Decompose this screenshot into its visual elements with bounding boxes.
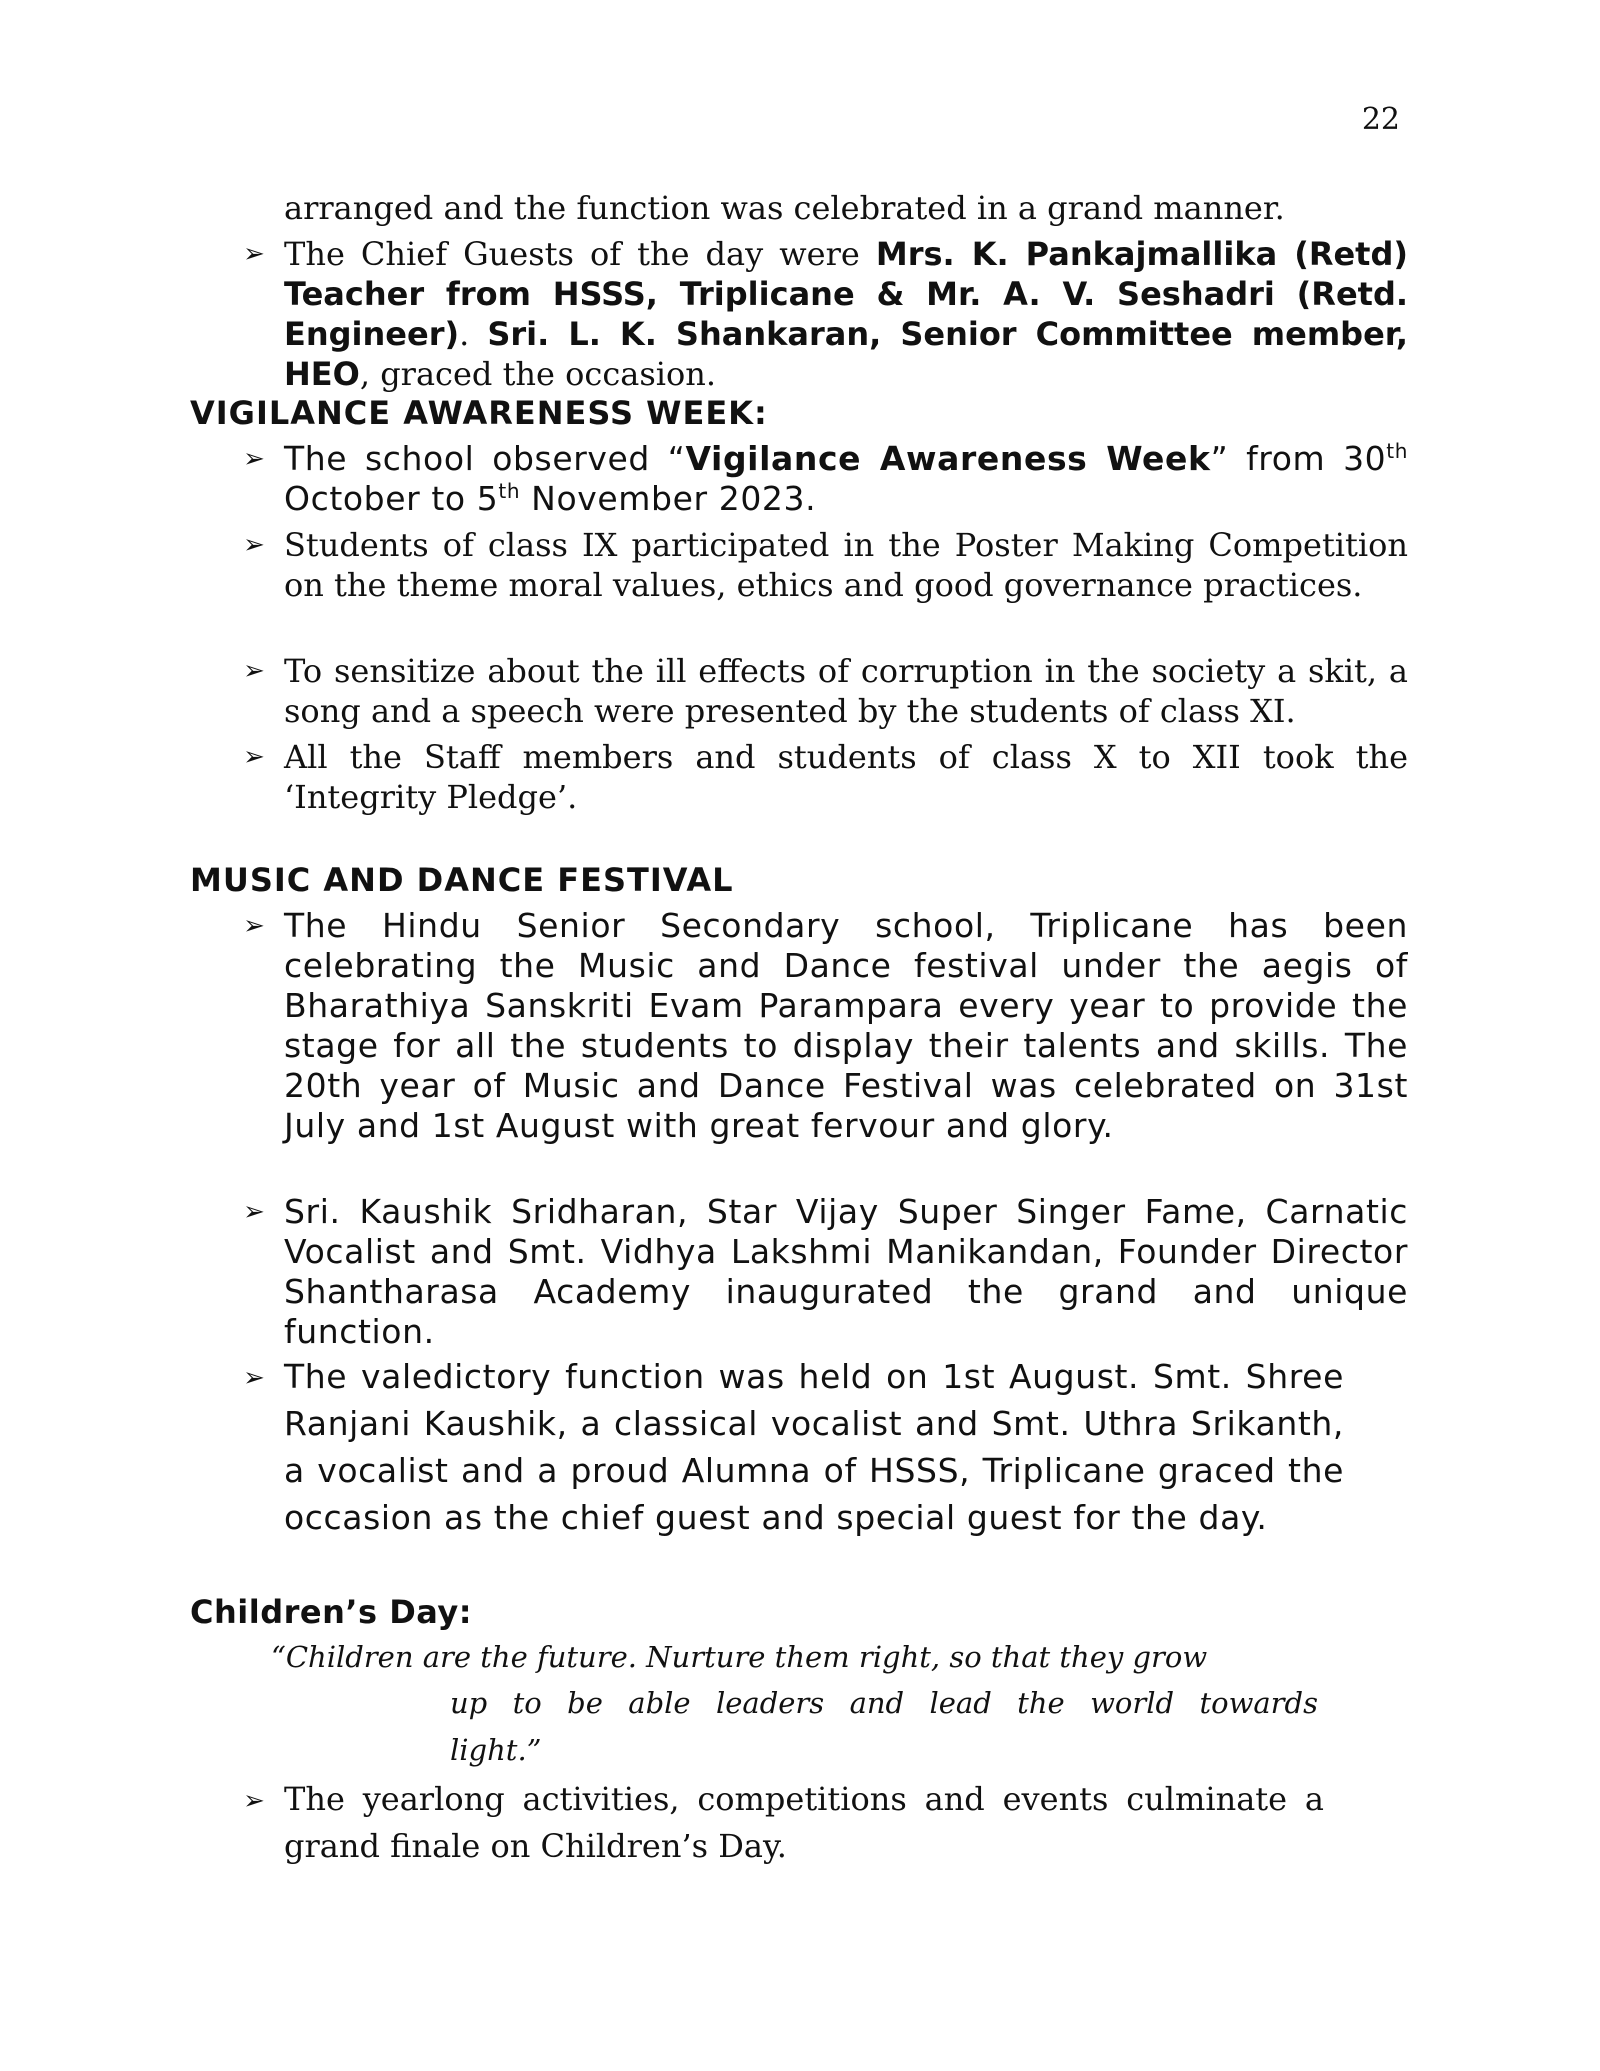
arrow-bullet-icon: ➢ bbox=[243, 911, 265, 941]
page-number: 22 bbox=[1361, 102, 1400, 137]
arrow-bullet-icon: ➢ bbox=[243, 1363, 265, 1393]
arrow-bullet-icon: ➢ bbox=[243, 1786, 265, 1816]
committee-member-name: Sri. L. K. Shankaran, Senior Committee member, HEO bbox=[284, 315, 1408, 393]
intro-continuation: arranged and the function was celebrated in a grand manner. bbox=[284, 189, 1285, 227]
quote-line-1: “Children are the future. Nurture them right, so that they grow bbox=[271, 1640, 1208, 1674]
arrow-bullet-icon: ➢ bbox=[243, 530, 265, 560]
section-heading-music: MUSIC AND DANCE FESTIVAL bbox=[190, 861, 734, 899]
arrow-bullet-icon: ➢ bbox=[243, 444, 265, 474]
vigilance-item-4: All the Staff members and students of class X to XII took the ‘Integrity Pledge’. bbox=[284, 738, 1408, 816]
music-item-1: The Hindu Senior Secondary school, Triplicane has been celebrating the Music and Dance festival under the aegis of Bharathiya Sanskriti Evam Parampara every year to provide the stage for all the students to display their talents and skills. The 20th year of Music and Dance Festival was celebrated on 31st July and 1st August with great fervour and glory. bbox=[284, 906, 1408, 1145]
vigilance-item-3: To sensitize about the ill effects of corruption in the society a skit, a song and a speech were presented by the students of class XI. bbox=[284, 652, 1408, 730]
quote-line-2: up to be able leaders and lead the world towards bbox=[450, 1686, 1318, 1720]
childrens-day-item-1: The yearlong activities, competitions and events culminate a grand finale on Children’s Day. bbox=[284, 1780, 1324, 1865]
quote-line-3: light.” bbox=[450, 1733, 542, 1767]
arrow-bullet-icon: ➢ bbox=[243, 742, 265, 772]
section-heading-childrens-day: Children’s Day: bbox=[190, 1593, 473, 1631]
section-heading-vigilance: VIGILANCE AWARENESS WEEK: bbox=[190, 394, 768, 432]
vigilance-item-2: Students of class IX participated in the Poster Making Competition on the theme moral values, ethics and good governance practices. bbox=[284, 526, 1408, 604]
vigilance-item-1: The school observed “Vigilance Awareness Week” from 30th October to 5th November 2023. bbox=[284, 439, 1409, 518]
music-item-2: Sri. Kaushik Sridharan, Star Vijay Super Singer Fame, Carnatic Vocalist and Smt. Vidhya Lakshmi Manikandan, Founder Director Shantharasa Academy inaugurated the grand and unique function. bbox=[284, 1192, 1408, 1351]
arrow-bullet-icon: ➢ bbox=[243, 1197, 265, 1227]
chief-guests-names: Mrs. K. Pankajmallika (Retd) Teacher from HSSS, Triplicane & Mr. A. V. Seshadri (Retd. Engineer) bbox=[284, 235, 1409, 353]
chief-guests-paragraph: The Chief Guests of the day were Mrs. K. Pankajmallika (Retd) Teacher from HSSS, Triplicane & Mr. A. V. Seshadri (Retd. Engineer). Sri. L. K. Shankaran, Senior Committee member, HEO, graced the occasion. bbox=[284, 235, 1409, 393]
music-item-3: The valedictory function was held on 1st August. Smt. Shree Ranjani Kaushik, a classical vocalist and Smt. Uthra Srikanth, a vocalist and a proud Alumna of HSSS, Triplicane graced the occasion as the chief guest and special guest for the day. bbox=[284, 1357, 1344, 1537]
arrow-bullet-icon: ➢ bbox=[243, 656, 265, 686]
arrow-bullet-icon: ➢ bbox=[243, 239, 265, 269]
